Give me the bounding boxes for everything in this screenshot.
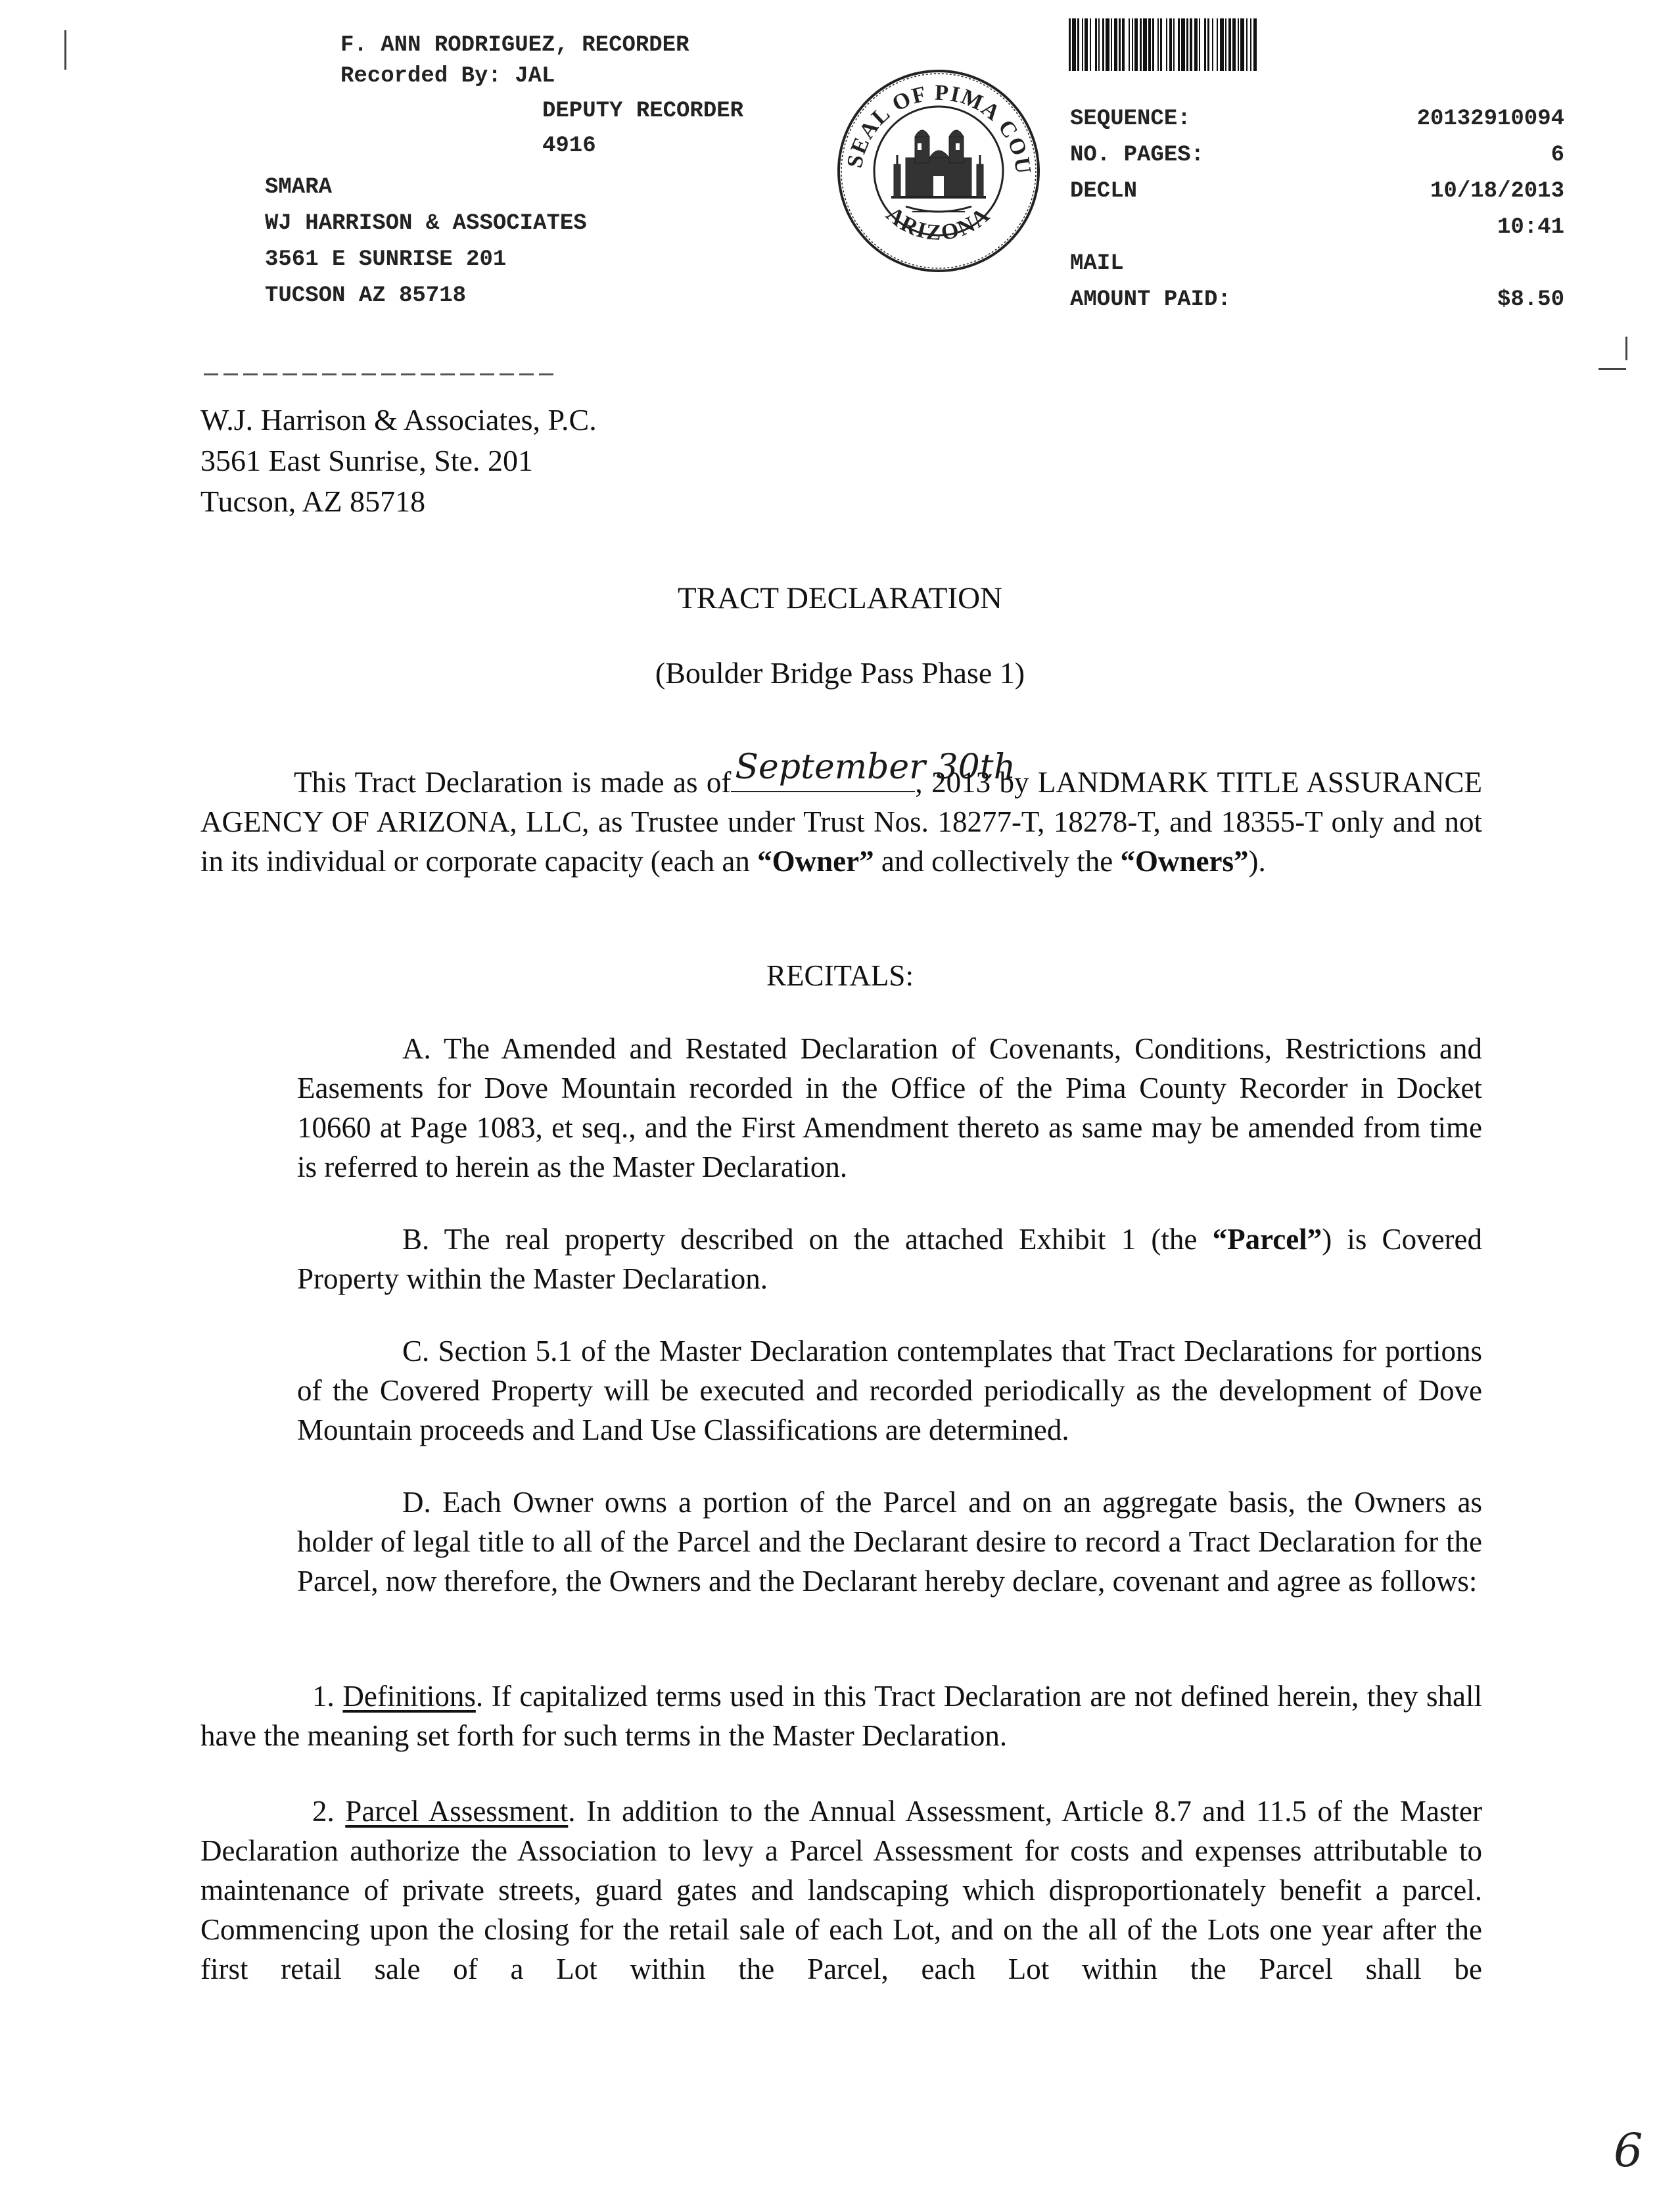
- return-address-line3: Tucson, AZ 85718: [200, 485, 426, 518]
- sequence-label: SEQUENCE:: [1070, 107, 1191, 131]
- intro-prefix: This Tract Declaration is made as of: [294, 766, 732, 799]
- seal-top-text: SEAL OF PIMA COU: [842, 80, 1036, 177]
- recitals-heading: RECITALS:: [766, 959, 914, 992]
- recording-labels: [1070, 101, 1333, 318]
- margin-dash-right: [1598, 368, 1626, 370]
- recital-b: [297, 1220, 1482, 1298]
- intro-paragraph: [200, 748, 1482, 881]
- barcode-bar: [1257, 18, 1258, 71]
- handwritten-date: [731, 748, 1016, 792]
- section-1: [200, 1676, 1482, 1755]
- margin-mark-right: [1625, 337, 1627, 360]
- pages-label: NO. PAGES:: [1070, 143, 1205, 168]
- struck-line: [204, 373, 559, 375]
- document-subtitle: (Boulder Bridge Pass Phase 1): [655, 656, 1025, 690]
- method-label: MAIL: [1070, 251, 1124, 276]
- section-2-heading: Parcel Assessment: [345, 1795, 569, 1828]
- amount-value: $8.50: [1497, 287, 1564, 312]
- sequence-value: 20132910094: [1416, 107, 1564, 131]
- section-1-heading: Definitions: [342, 1680, 476, 1713]
- amount-label: AMOUNT PAID:: [1070, 287, 1231, 312]
- barcode: [1069, 18, 1581, 71]
- recorder-name: F. ANN RODRIGUEZ, RECORDER: [340, 33, 689, 58]
- page-mark: 6: [1614, 2124, 1643, 2177]
- section-2-text: . In addition to the Annual Assessment, Article 8.7 and 11.5 of the Master Declaration authorize the Association to levy a Parcel Assessment for costs and expenses attributable to maintenance of private streets, guard gates and landscaping which disproportionately benefit a parcel. Commencing upon the closing for the retail sale of each Lot, and on the all of the Lots one year after the first retail sale of a Lot within the Parcel, each Lot within the Parcel shall be: [200, 1795, 1483, 1985]
- time-value: 10:41: [1497, 215, 1564, 240]
- recital-b-post: ) is Covered Property within the Master Declaration.: [297, 1223, 1483, 1295]
- deputy-number: 4916: [542, 133, 596, 158]
- recital-a: A. The Amended and Restated Declaration of Covenants, Conditions, Restrictions and Easements for Dove Mountain recorded in the Office of the Pima County Recorder in Docket 10660 at Page 1083, et seq., and the First Amendment thereto as same may be amended from time is referred to herein as the Master Declaration.: [297, 1032, 1482, 1183]
- document-title: TRACT DECLARATION: [678, 581, 1002, 615]
- svg-text:ARIZONA: [881, 202, 996, 245]
- deputy-title: DEPUTY RECORDER: [542, 99, 744, 124]
- county-seal: [833, 66, 1044, 276]
- return-stamp: [265, 170, 725, 314]
- recorder-stamp: [340, 28, 801, 95]
- seal-graphic: [833, 66, 1044, 276]
- recital-c: C. Section 5.1 of the Master Declaration contemplates that Tract Declarations for portions of the Covered Property will be executed and recorded periodically as the development of Dove Mountain proceeds and Land Use Classifications are determined.: [297, 1335, 1482, 1446]
- mission-icon: [891, 130, 986, 197]
- parcel-term: “Parcel”: [1212, 1223, 1322, 1256]
- return-address: [200, 400, 792, 522]
- section-2: [200, 1792, 1482, 2028]
- return-street: 3561 E SUNRISE 201: [265, 247, 507, 272]
- pages-value: 6: [1551, 143, 1564, 168]
- deputy-block: [542, 93, 838, 164]
- owner-term: “Owner”: [757, 845, 874, 878]
- date-value: 10/18/2013: [1430, 179, 1564, 204]
- recital-b-pre: B. The real property described on the attached Exhibit 1 (the: [402, 1223, 1213, 1256]
- return-name: SMARA: [265, 175, 333, 200]
- intro-rest: , 2013 by LANDMARK TITLE ASSURANCE AGENCY OF ARIZONA, LLC, as Trustee under Trust Nos. 18277-T, 18278-T, and 18355-T only and not in its individual or corporate capacity (each an: [200, 766, 1482, 878]
- handwritten-date-text: September 30th: [735, 748, 1016, 787]
- intro-end: ).: [1248, 845, 1266, 878]
- section-2-number: 2.: [312, 1795, 335, 1828]
- intro-and: and collectively the: [874, 845, 1121, 878]
- section-1-number: 1.: [312, 1680, 335, 1713]
- margin-mark-left: [64, 30, 66, 70]
- recording-values: [1301, 101, 1564, 318]
- return-address-line2: 3561 East Sunrise, Ste. 201: [200, 444, 533, 477]
- recital-d: D. Each Owner owns a portion of the Parcel and on an aggregate basis, the Owners as holder of legal title to all of the Parcel and the Declarant desire to record a Tract Declaration for the Parcel, now therefore, the Owners and the Declarant hereby declare, covenant and agree as follows:: [297, 1486, 1482, 1598]
- return-address-line1: W.J. Harrison & Associates, P.C.: [200, 403, 597, 437]
- recorded-by: Recorded By: JAL: [340, 64, 555, 89]
- owners-term: “Owners”: [1120, 845, 1249, 878]
- type-label: DECLN: [1070, 179, 1138, 204]
- section-1-text: . If capitalized terms used in this Tract Declaration are not defined herein, they shall have the meaning set forth for such terms in the Master Declaration.: [200, 1680, 1482, 1752]
- barcode-bars: [1069, 18, 1581, 71]
- return-company: WJ HARRISON & ASSOCIATES: [265, 211, 587, 236]
- return-city: TUCSON AZ 85718: [265, 283, 467, 308]
- seal-bottom-text: ARIZONA: [881, 202, 996, 246]
